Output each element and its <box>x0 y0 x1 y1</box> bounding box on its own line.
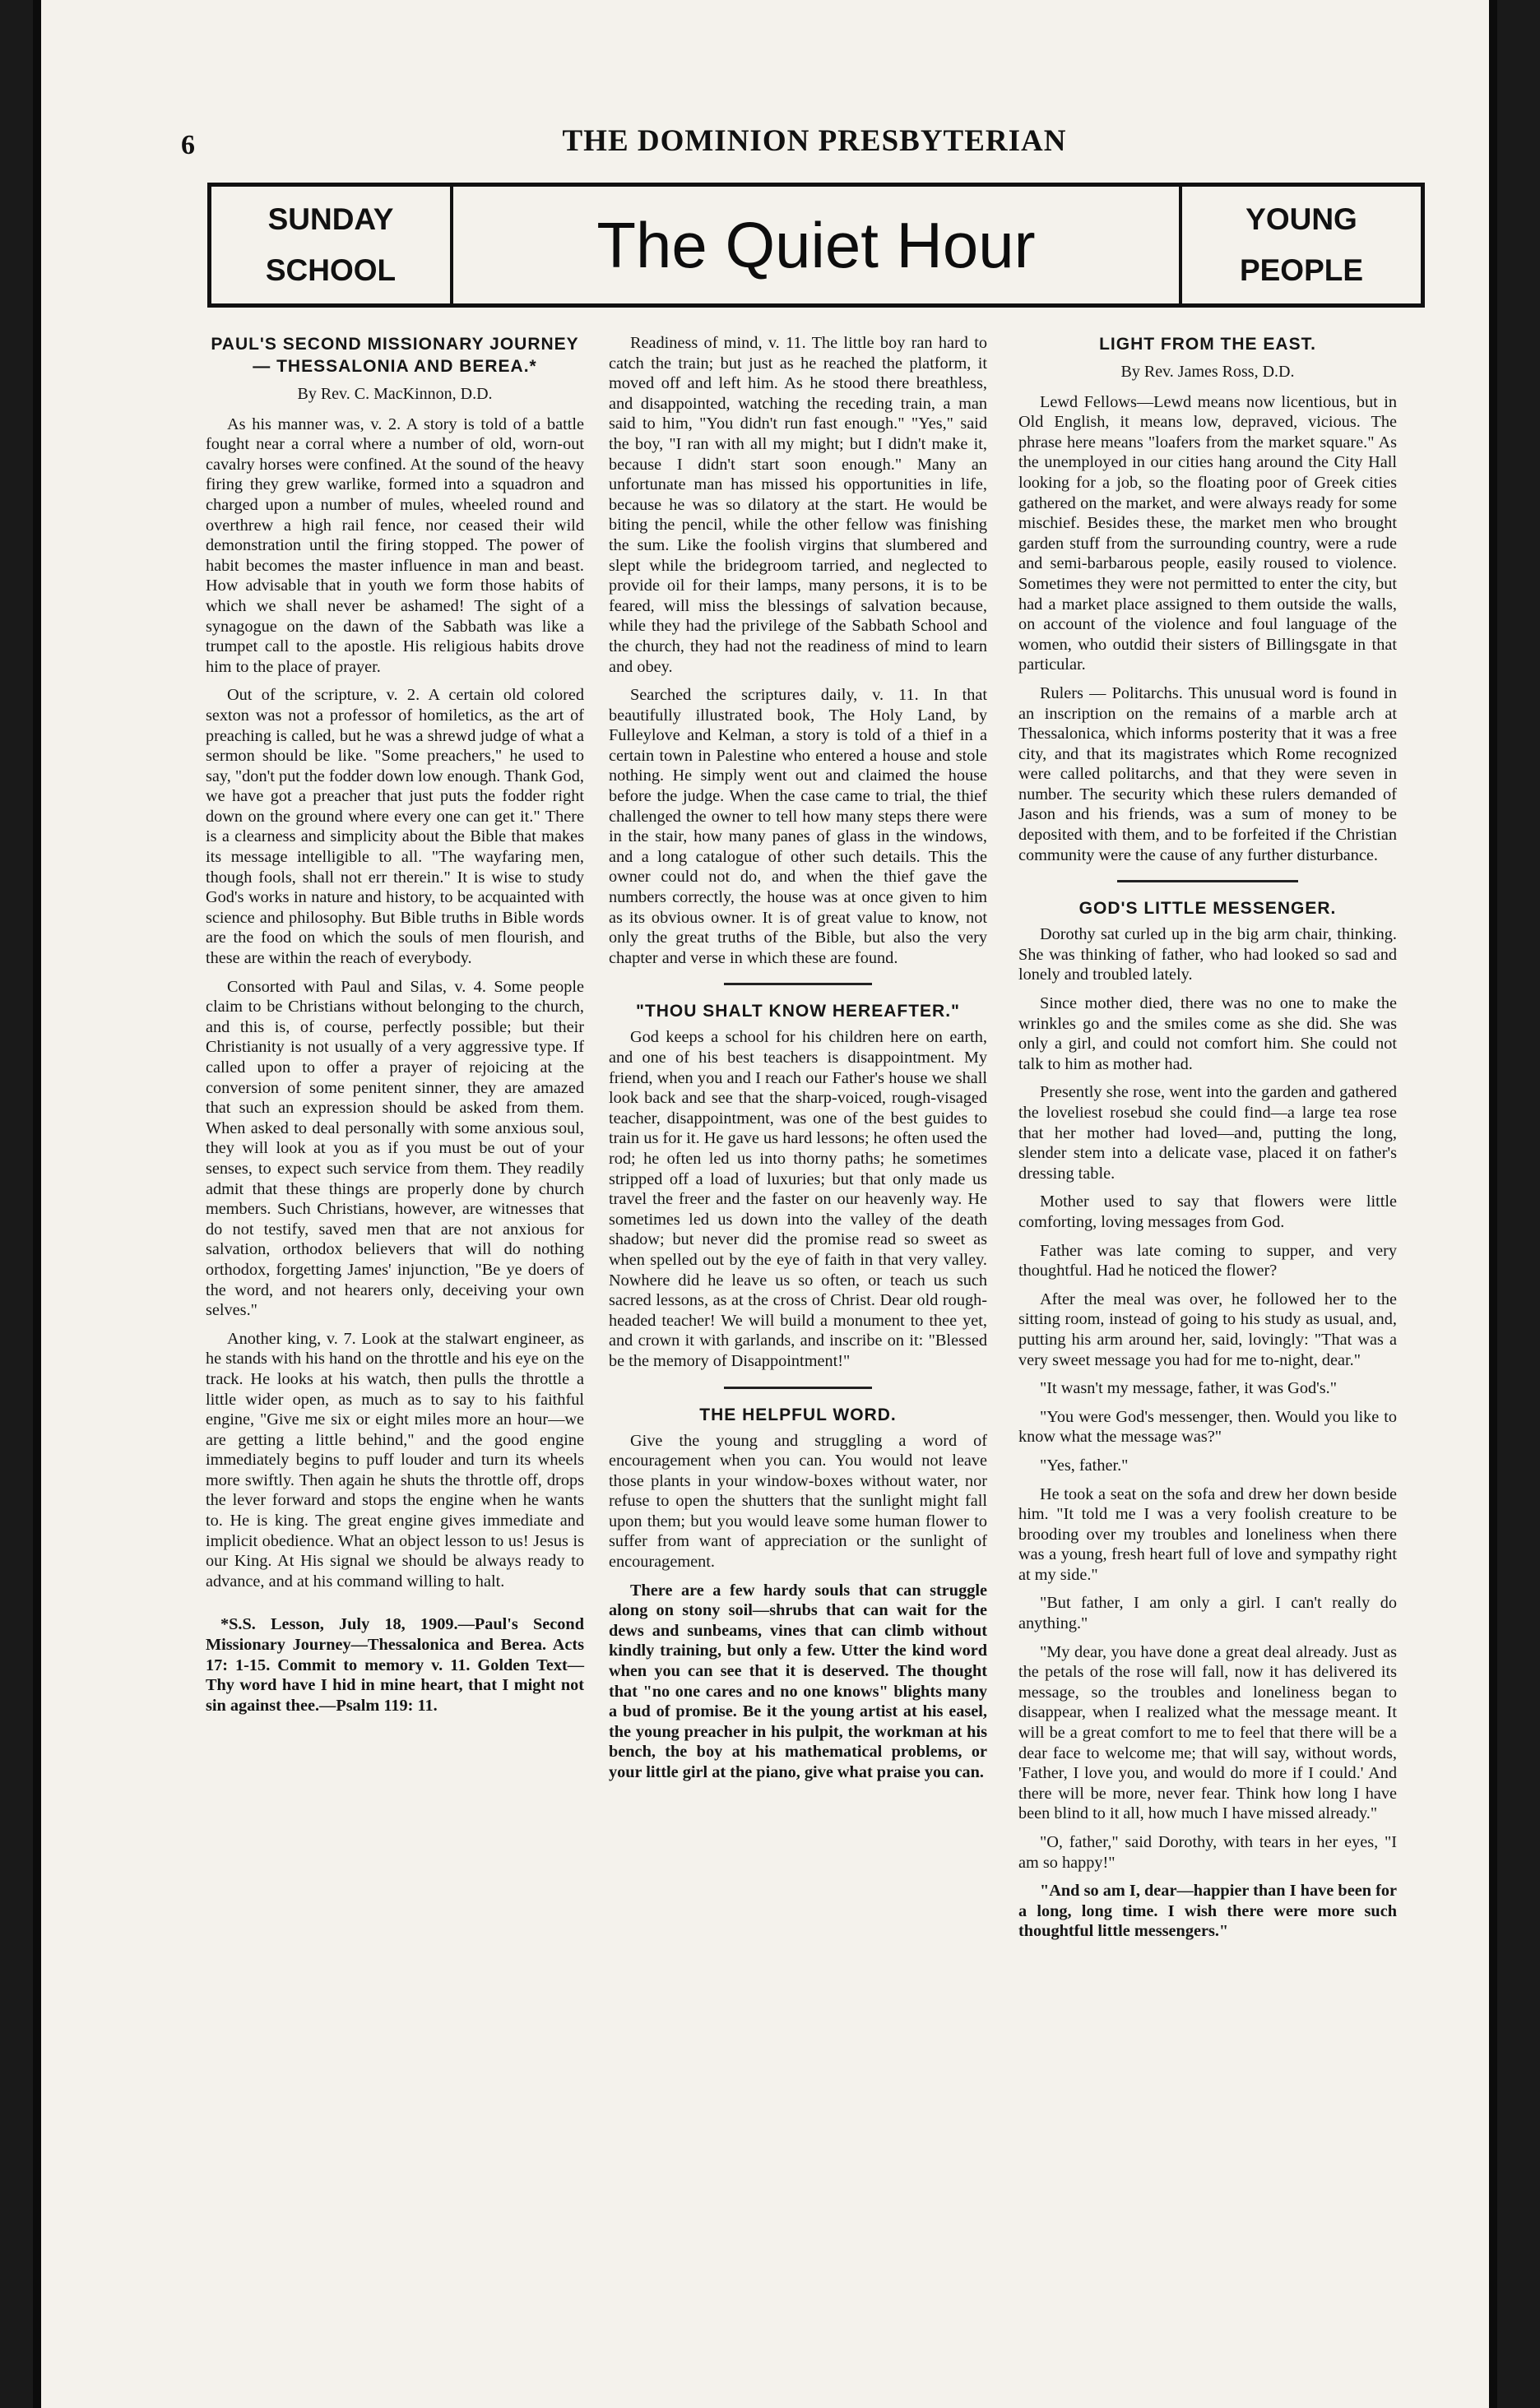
publication-title: THE DOMINION PRESBYTERIAN <box>562 124 1067 158</box>
section-banner <box>207 183 1425 308</box>
paragraph: "But father, I am only a girl. I can't really do anything." <box>1018 1594 1397 1633</box>
paragraph: Consorted with Paul and Silas, v. 4. Some people claim to be Christians without belonging to the church, and this is, of course, perfectly possible; but their Christianity is not usually of a very aggressive type. If called upon to offer a prayer of rejoicing at the conversion of some penitent sinner, they are amazed that such an expression should be asked from them. When asked to deal personally with some anxious soul, they will look at you as if you must be out of your senses, to expect such service from them. They readily admit that these things are properly done by church members. Such Christians, however, are witnesses that do not testify, saved men that are not anxious for salvation, orthodox believers that will do nothing orthodox, forgetting James' injunction, "Be ye doers of the word, and not hearers only, deceiving your own selves." <box>206 977 584 1320</box>
paragraph: Give the young and struggling a word of encouragement when you can. You would not leave those plants in your window-boxes without water, nor refuse to open the shutters that the sunlight might fall upon them; but you would leave some human flower to suffer from want of appreciation or the sunlight of encouragement. <box>609 1431 987 1572</box>
column-3 <box>1018 333 1397 2318</box>
banner-left-line2: SCHOOL <box>265 253 397 287</box>
paragraph: "My dear, you have done a great deal already. Just as the petals of the rose will fall, now it has delivered its message, so the troubles and loneliness began to disappear, when I realized what the message meant. It will be a great comfort to me to feel that there will be a dear face to welcome me; that will say, without words, 'Father, I love you, and would do more if I could.' And there will be more, never fear. Think how long I have been blind to it all, how much I have missed already." <box>1018 1642 1397 1823</box>
paragraph: As his manner was, v. 2. A story is told of a battle fought near a corral where a number of old, worn-out cavalry horses were confined. At the sound of the heavy firing they grew warlike, formed into a squadron and charged upon a number of mules, wheeled round and overthrew a high rail fence, nor ceased their wild demonstration until the firing stopped. The power of habit becomes the master influence in man and beast. How advisable that in youth we form those habits of which we shall never be ashamed! The sight of a synagogue on the dawn of the Sabbath was like a trumpet call to the apostle. His religious habits drove him to the place of prayer. <box>206 414 584 676</box>
page-number: 6 <box>181 130 196 160</box>
column-1 <box>206 333 584 2318</box>
article-title: LIGHT FROM THE EAST. <box>1099 335 1316 354</box>
article-title: "THOU SHALT KNOW HEREAFTER." <box>635 1002 960 1021</box>
paragraph: There are a few hardy souls that can struggle along on stony soil—shrubs that can wait for the dews and sunbeams, vines that can climb without kindly training, but only a few. Utter the kind word when you can see that it is deserved. The thought that "no one cares and no one knows" blights many a bud of promise. Be it the young artist at his easel, the young preacher in his pulpit, the workman at his bench, the boy at his mathematical problems, or your little girl at the piano, give what praise you can. <box>609 1581 987 1781</box>
paragraph: "Yes, father." <box>1040 1456 1129 1475</box>
paragraph: "O, father," said Dorothy, with tears in her eyes, "I am so happy!" <box>1018 1833 1397 1872</box>
section-title: The Quiet Hour <box>596 208 1036 281</box>
article-title: PAUL'S SECOND MISSIONARY JOURNEY — THESSALONIA AND BEREA.* <box>211 335 579 376</box>
paragraph: Presently she rose, went into the garden and gathered the loveliest rosebud she could find—a large tea rose that her mother had loved—and, putting the long, slender stem into a delicate vase, placed it on father's dressing table. <box>1018 1083 1397 1183</box>
paragraph: "You were God's messenger, then. Would you like to know what the message was?" <box>1018 1407 1397 1447</box>
article-title: THE HELPFUL WORD. <box>699 1405 897 1424</box>
banner-left-line1: SUNDAY <box>267 202 394 236</box>
banner-right-line1: YOUNG <box>1245 202 1357 236</box>
banner-left-box <box>211 187 453 303</box>
newspaper-page <box>33 0 1497 2408</box>
paragraph: Searched the scriptures daily, v. 11. In that beautifully illustrated book, The Holy Land, by Fulleylove and Kelman, a story is told of a thief in a certain town in Palestine who entered a house and stole nothing. He simply went out and claimed the house before the judge. When the case came to trial, the thief challenged the owner to tell how many steps there were in the stair, how many panes of glass in the windows, and a long catalogue of other such details. This the owner could not do, and when the thief gave the numbers correctly, the house was at once given to him as its obvious owner. It is of great value to know, not only the great truths of the Bible, but also the very chapter and verse in which these are found. <box>609 686 987 967</box>
paragraph: Lewd Fellows—Lewd means now licentious, but in Old English, it means low, depraved, vicious. The phrase here means "loafers from the market square." As the unemployed in our cities hang around the City Hall looking for a job, so the floating poor of Greek cities gathered on the market, and were always ready for some mischief. Besides these, the market men who brought garden stuff from the surrounding country, were a rude and semi-barbarous people, easily roused to violence. Sometimes they were not permitted to enter the city, but had a market place assigned to them outside the walls, on account of the violence and foul language of the women, who outdid their sisters of Billingsgate in that particular. <box>1018 392 1397 674</box>
paragraph: Readiness of mind, v. 11. The little boy ran hard to catch the train; but just as he reached the platform, it moved off and left him. As he stood there breathless, and disappointed, watching the receding train, a man said to him, "You didn't run fast enough." "Yes," said the boy, "I ran with all my might; but I didn't make it, because I didn't start soon enough." Many an unfortunate man has missed his opportunities in life, because he was so dilatory at the start. He would be biting the pencil, while the other fellow was finishing the sum. Like the foolish virgins that slumbered and slept while the bridegroom tarried, and neglected to provide oil for their lamps, many persons, it is to be feared, will miss the blessings of salvation because, while they had the privilege of the Sabbath School and the church, they had not the readiness of mind to learn and obey. <box>609 334 987 676</box>
banner-right-line2: PEOPLE <box>1239 253 1364 287</box>
article-byline: By Rev. James Ross, D.D. <box>1120 363 1295 381</box>
paragraph: Since mother died, there was no one to make the wrinkles go and the smiles come as she did. She was only a girl, and could not comfort him. She could not talk to him as mother had. <box>1018 994 1397 1073</box>
article-title: GOD'S LITTLE MESSENGER. <box>1078 899 1337 919</box>
paragraph: He took a seat on the sofa and drew her down beside him. "It told me I was a very foolish creature to be brooding over my troubles and loneliness when there was a young, fresh heart full of love and sympathy right at my side." <box>1018 1484 1397 1584</box>
divider <box>1117 880 1298 882</box>
scan-edge-left <box>33 0 41 2408</box>
paragraph: "And so am I, dear—happier than I have been for a long, long time. I wish there were more such thoughtful little messengers." <box>1018 1882 1397 1941</box>
paragraph: Another king, v. 7. Look at the stalwart engineer, as he stands with his hand on the throttle and his eye on the track. He looks at his watch, then pulls the throttle a little wider open, as much as to say to his faithful engine, "Give me six or eight miles more an hour—we are getting a little behind," and the good engine immediately begins to puff louder and turn its wheels more swiftly. Then again he shuts the throttle off, drops the lever forward and stops the engine when he wants to. He is king. The great engine gives immediate and implicit obedience. What an object lesson to us! Jesus is our King. At His signal we should be always ready to advance, and at his command willing to halt. <box>206 1329 584 1591</box>
paragraph: After the meal was over, he followed her to the sitting room, instead of going to his study as usual, and, putting his arm around her, said, lovingly: "That was a very sweet message you had for me to-night, dear." <box>1018 1290 1397 1369</box>
lesson-footnote: *S.S. Lesson, July 18, 1909.—Paul's Second Missionary Journey—Thessalonica and Berea. Acts 17: 1-15. Commit to memory v. 11. Golden Text—Thy word have I hid in mine heart, that I might not sin against thee.—Psalm 119: 11. <box>206 1615 584 1715</box>
divider <box>724 983 872 985</box>
paragraph: Out of the scripture, v. 2. A certain old colored sexton was not a professor of homiletics, as the art of preaching is called, but he was a shrewd judge of what a sermon should be like. "Some preachers," he used to say, "don't put the fodder down low enough. Thank God, we have got a preacher that just puts the fodder right down on the ground where every one can get it." There is a clearness and simplicity about the Bible that makes its message intelligible to all. "The wayfaring men, though fools, shall not err therein." It is wise to study God's works in nature and history, to be acquainted with science and philosophy. But Bible truths in Bible words are the food on which the souls of men flourish, and these are within the reach of everybody. <box>206 686 584 968</box>
scan-edge-right <box>1489 0 1497 2408</box>
column-2 <box>609 333 987 2318</box>
paragraph: "It wasn't my message, father, it was God's." <box>1040 1379 1338 1398</box>
article-byline: By Rev. C. MacKinnon, D.D. <box>297 385 493 403</box>
paragraph: Father was late coming to supper, and very thoughtful. Had he noticed the flower? <box>1018 1241 1397 1280</box>
paragraph: Dorothy sat curled up in the big arm chair, thinking. She was thinking of father, who had looked so sad and lonely and troubled lately. <box>1018 925 1397 984</box>
paragraph: Mother used to say that flowers were little comforting, loving messages from God. <box>1018 1192 1397 1231</box>
page-header <box>181 123 1448 173</box>
divider <box>724 1387 872 1389</box>
paragraph: Rulers — Politarchs. This unusual word is found in an inscription on the remains of a marble arch at Thessalonica, which informs posterity that it was a free city, and that its magistrates which Rome recognized were called politarchs, and that they were seven in number. The security which these rulers demanded of Jason and his friends, was a sum of money to be deposited with them, and to be forfeited if the Christian community were the cause of any further disturbance. <box>1018 683 1397 864</box>
banner-right-box <box>1179 187 1421 303</box>
paragraph: God keeps a school for his children here on earth, and one of his best teachers is disappointment. My friend, when you and I reach our Father's house we shall look back and see that the sharp-voiced, rough-visaged teacher, disappointment, was one of the best guides to train us for it. He gave us hard lessons; he often used the rod; he often led us into thorny paths; he sometimes stripped off a load of luxuries; but that only made us travel the freer and the faster on our heavenly way. He sometimes led us down into the valley of the death shadow; but never did the promise read so sweet as when spelled out by the eye of faith in that very valley. Nowhere did he leave us so often, or teach us such sacred lessons, as at the cross of Christ. Dear old rough-headed teacher! We will build a monument to thee yet, and crown it with garlands, and inscribe on it: "Blessed be the memory of Disappointment!" <box>609 1028 987 1370</box>
